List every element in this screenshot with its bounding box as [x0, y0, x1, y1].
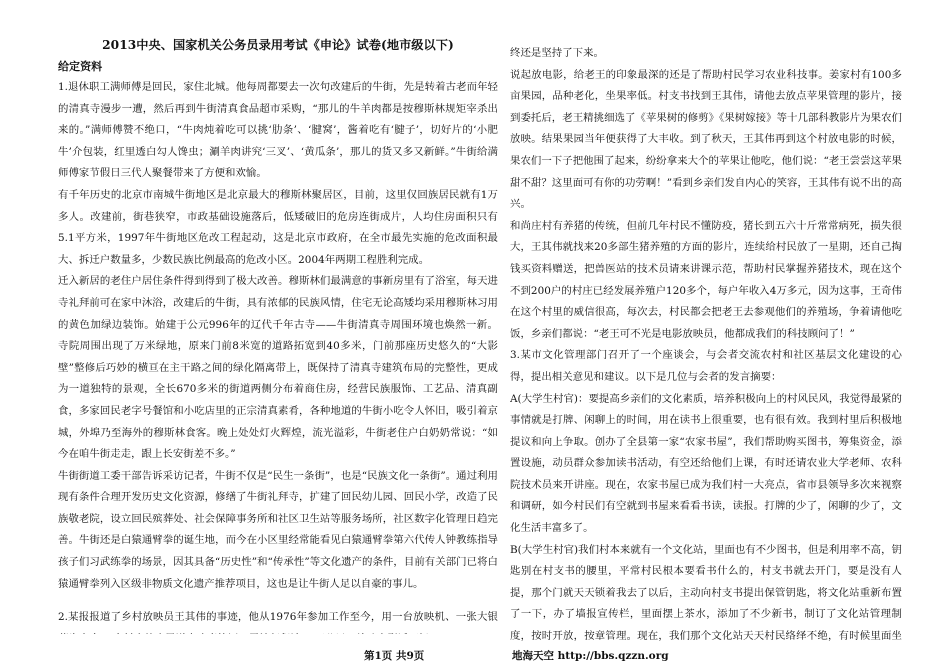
paragraph: 3.某市文化管理部门召开了一个座谈会，与会者交流农村和社区基层文化建设的心得，提出相关意见和建议。以下是几位与会者的发言摘要： — [510, 349, 902, 383]
page-footer — [0, 646, 950, 666]
site-link[interactable]: 地海天空 http://bbs.qzzn.org — [512, 650, 669, 662]
right-column — [510, 43, 902, 643]
paragraph: 2.某报报道了乡村放映员王其伟的事迹，他从1976年参加工作至今，用一台放映机、一张大银 — [58, 611, 498, 624]
paragraph: 终还是坚持了下来。 — [510, 47, 604, 59]
section-label: 给定资料 — [58, 60, 103, 73]
paragraph: 说起放电影，给老王的印象最深的还是了帮助村民学习农业科技事。姜家村有100多亩果园，品种老化，坐果率低。村支书找到王其伟，请他去放点苹果管理的影片，接到委托后，老王精挑细选了《苹果树的修剪》《果树嫁接》等十几部科教影片为果农们放映。结果果园当年便获得了大丰收。到了秋天，王其伟再到这个村放电影的时候，果农们一下子把他围了起来，纷纷拿来大个的苹果让他吃，他们说：“老王尝尝这苹果甜不甜？这里面可有你的功劳啊！”看到乡亲们发自内心的笑容，王其伟有说不出的高兴。 — [510, 68, 902, 211]
paragraph: B(大学生村官)我们村本来就有一个文化站，里面也有不少图书，但是利用率不高，钥匙别在村支书的腰里，平常村民根本要看书什么的，村支书就去开门，要是没有人提，那个门就天天锁着我去了以后，主动向村支书提出保管钥匙，将文化站重新布置了一下，办了墙报宣传栏，里面摆上茶水，添加了不少新书，制订了文化站管理制度，按时开放，按章管理。现在，我们那个文化站天天村民络绎不绝，有时候里面坐 — [510, 543, 902, 643]
paragraph: A(大学生村官)：要提高乡亲们的文化素质，培养积极向上的村风民风，我觉得最紧的事情就是打牌、闲聊上的时间，用在读书上很重要，也有很有效。我到村里后积极地提议和向上争取。创办了全县第一家“农家书屋”，我们帮助购买图书，筹集资金，添置设施，动员群众参加读书活动，有空还给他们上课，有时还请农业大学老师、农科院技术员来开讲座。现在，农家书屋已成为我们村一大亮点，省市县领导多次来视察和调研，如今村民们有空就到书屋来看看书读，读报。打牌的少了，闲聊的少了，文化生活丰富多了。 — [510, 392, 902, 535]
exam-title: 2013中央、国家机关公务员录用考试《申论》试卷(地市级以下) — [102, 38, 454, 52]
paragraph: 迁入新居的老住户居住条件得到得到了极大改善。穆斯林们最满意的事新房里有了浴室，每天进寺礼拜前可在家中沐浴，改建后的牛街，具有浓郁的民族风情，住宅无论高矮均采用穆斯林习用的黄色加绿边装饰。始建于公元996年的辽代千年古寺——牛街清真寺周围环境也焕然一新。 寺院周围出现了万米绿地，原来门前8米宽的道路拓宽到40多米，门前那座历史悠久的“大影壁”整修后巧妙的横亘在主干路之间的绿化隔离带上，既保持了清真寺建筑布局的完整性，更成为一道独特的景观，全长670多米的街道两侧分布着商住房，经营民族服饰、工艺品、清真副食，多家回民老字号餐馆和小吃店里的正宗清真素肴，各种地道的牛街小吃令人怀旧，吸引着京城，外埠乃至海外的穆斯林食客。晚上处处灯火辉煌，流光溢彩，牛街老住户白奶奶常说：“如今在咱牛街走走，跟上长安街差不多。” — [58, 275, 498, 461]
paragraph: 有千年历史的北京市南城牛街地区是北京最大的穆斯林聚居区，目前，这里仅回族居民就有1万多人。改建前，街巷狭窄，市政基础设施落后，低矮破旧的危房连街成片，人均住房面积只有5.1平方米，1997年牛街地区危改工程起动，这是北京市政府，在全市最先实施的危改面积最大、拆迁户数量多，少数民族比例最高的危改小区。2004年两期工程胜利完成。 — [58, 188, 498, 266]
paragraph: 1.退休职工满师傅是回民，家住北城。他每周都要去一次句改建后的牛街，先是转着古老而年轻的清真寺漫步一遭，然后再到牛街清真食品超市采购，“那儿的牛羊肉都是按穆斯林规矩宰杀出来的。”满师傅赞不绝口，“牛肉炖着吃可以挑‘肋条’、‘腱窝’，酱着吃有‘腱子’，切好片的‘小肥牛’介包装，红里透白勾人馋虫；涮羊肉讲究‘三叉’、‘黄瓜条’，那儿的货又多又新鲜。”牛街给满师傅家节假日三代人聚餐带来了方便和欢愉。 — [58, 81, 498, 180]
page-number: 第1页 共9页 — [364, 650, 425, 662]
paragraph: 和尚庄村有养猪的传统，但前几年村民不懂防疫，猪长到五六十斤常常病死，损失很大，王其伟就找来20多部生猪养殖的方面的影片，连续给村民放了一星期，还自己掏钱买资料赠送，把兽医站的技术员请来讲课示范，帮助村民掌握养猪技术，现在这个不到200户的村庄已经发展养殖户120多个，每户年收入4万多元，因为这事，王奇伟在这个村里的威信很高，每次去，村民都会把老王去参观他们的养殖场，争着请他吃饭，乡亲们都说：“老王可不光是电影放映员，他都成我们的科技顾问了！” — [510, 219, 902, 340]
paragraph-gap — [58, 595, 498, 607]
paragraph: 牛街街道工委干部告诉采访记者，牛街不仅是“民生一条街”，也是“民族文化一条街”。通过利用现有条件合理开发历史文化资源，修缮了牛街礼拜寺，扩建了回民幼儿园、回民小学，改造了民族敬老院，设立回民殡葬处、社会保障事务所和社区卫生站等服务场所，社区数字化管理日趋完善。牛街还是白猿通臂拳的诞生地，而今在小区里经常能看见白猿通臂拳第六代传人钟教练指导孩子们习武练拳的场景，因其具备“历史性”和“传承性”等文化遗产的条件，目前有关部门已将白猿通臂拳列入区级非物质文化遗产推荐项目，这也是让牛街人足以自豪的事儿。 — [58, 469, 498, 590]
left-column — [58, 34, 498, 634]
